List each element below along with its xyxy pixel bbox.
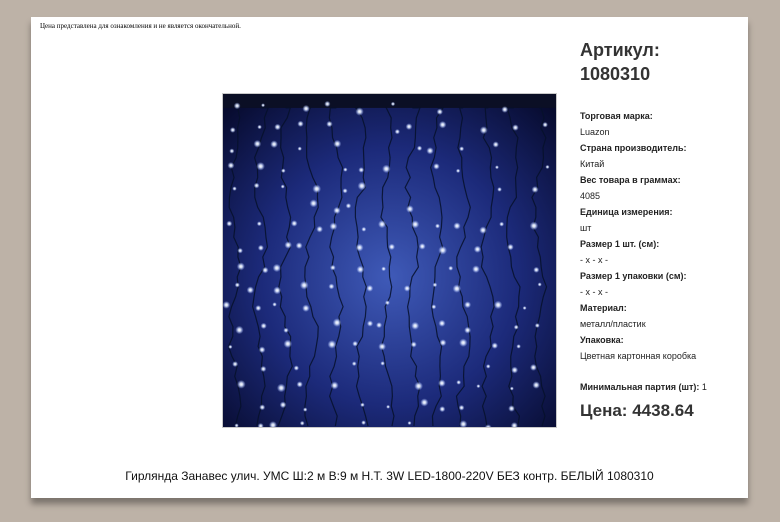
sku-value: 1080310 — [580, 64, 651, 84]
min-order-value: 1 — [701, 382, 707, 392]
attr-label-package-size: Размер 1 упаковки (см): — [580, 271, 687, 281]
product-image — [222, 93, 557, 428]
attr-value-item-size: - x - x - — [580, 255, 608, 265]
min-order-label: Минимальная партия (шт): — [580, 382, 700, 392]
attr-label-item-size: Размер 1 шт. (см): — [580, 239, 660, 249]
attr-label-country: Страна производитель: — [580, 143, 687, 153]
attr-label-unit: Единица измерения: — [580, 207, 673, 217]
price — [580, 401, 694, 421]
sku-label: Артикул: — [580, 40, 660, 60]
attr-value-weight: 4085 — [580, 191, 601, 201]
product-sheet — [31, 17, 748, 498]
min-order — [580, 382, 707, 392]
attr-value-material: металл/пластик — [580, 319, 646, 329]
attr-label-brand: Торговая марка: — [580, 111, 653, 121]
attr-label-material: Материал: — [580, 303, 627, 313]
price-disclaimer: Цена представлена для ознакомления и не является окончательной. — [40, 22, 241, 30]
attr-value-country: Китай — [580, 159, 605, 169]
product-title: Гирлянда Занавес улич. УМС Ш:2 м В:9 м Н.Т. 3W LED-1800-220V БЕЗ контр. БЕЛЫЙ 1080310 — [125, 469, 654, 483]
led-curtain-garland-photo — [223, 94, 556, 427]
attr-value-brand: Luazon — [580, 127, 610, 137]
attr-value-packaging: Цветная картонная коробка — [580, 351, 697, 361]
attr-value-unit: шт — [580, 223, 592, 233]
price-value: 4438.64 — [632, 401, 694, 420]
attr-value-package-size: - x - x - — [580, 287, 608, 297]
attr-label-weight: Вес товара в граммах: — [580, 175, 681, 185]
price-label: Цена: — [580, 401, 628, 420]
attr-label-packaging: Упаковка: — [580, 335, 624, 345]
